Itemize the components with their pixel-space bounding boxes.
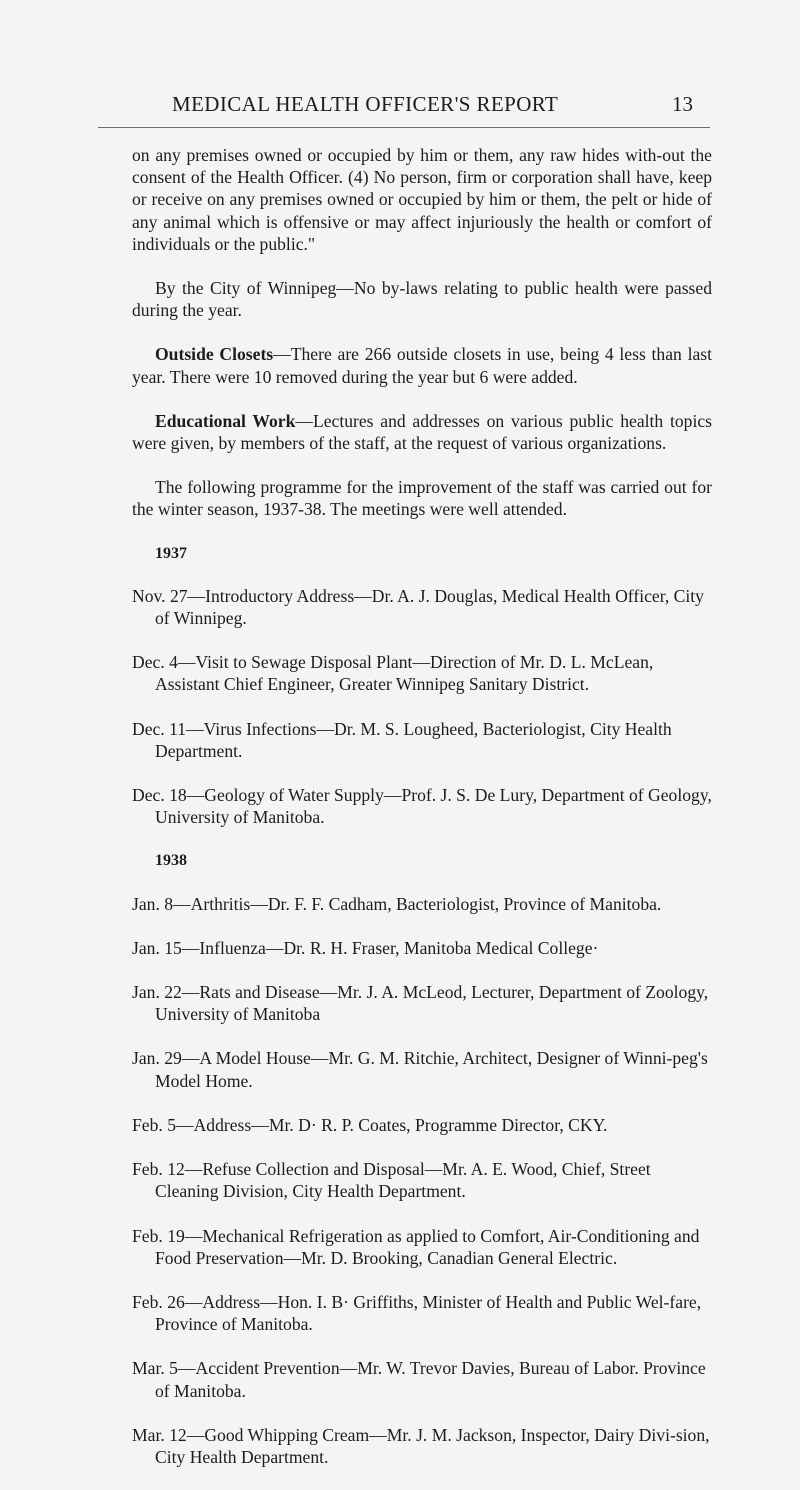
programme-entry: Nov. 27—Introductory Address—Dr. A. J. Douglas, Medical Health Officer, City of Winnipeg. xyxy=(132,585,704,629)
body-text xyxy=(132,144,712,1490)
programme-entry: Jan. 29—A Model House—Mr. G. M. Ritchie, Architect, Designer of Winni-peg's Model Home. xyxy=(132,1048,708,1091)
page-header xyxy=(0,92,800,122)
paragraph-hides-clause: on any premises owned or occupied by him or them, any raw hides with-out the consent of the Health Officer. (4) No person, firm or corporation shall have, keep or receive on any premises owned or occupied by him or them, the pelt or hide of any animal which is offensive or may affect injuriously the health or comfort of individuals or the public." xyxy=(132,145,712,254)
programme-entry: Dec. 4—Visit to Sewage Disposal Plant—Direction of Mr. D. L. McLean, Assistant Chief Engineer, Greater Winnipeg Sanitary District. xyxy=(132,652,654,695)
programme-entry: Dec. 11—Virus Infections—Dr. M. S. Lougheed, Bacteriologist, City Health Department. xyxy=(132,718,672,761)
programme-entry: Mar. 12—Good Whipping Cream—Mr. J. M. Jackson, Inspector, Dairy Divi-sion, City Health Department. xyxy=(132,1424,710,1467)
paragraph-bylaws: By the City of Winnipeg—No by-laws relating to public health were passed during the year. xyxy=(132,278,712,321)
paragraph-body: —There are 266 outside closets in use, being 4 less than last year. There were 10 removed during the year but 6 were added. xyxy=(132,344,713,387)
programme-entry: Dec. 18—Geology of Water Supply—Prof. J. S. De Lury, Department of Geology, University of Manitoba. xyxy=(132,785,712,828)
run-in-heading: Educational Work xyxy=(155,410,296,431)
programme-entry: Jan. 8—Arthritis—Dr. F. F. Cadham, Bacteriologist, Province of Manitoba. xyxy=(132,893,662,914)
programme-entry: Feb. 19—Mechanical Refrigeration as applied to Comfort, Air-Conditioning and Food Preservation—Mr. D. Brooking, Canadian General Electric. xyxy=(132,1225,700,1268)
programme-entry: Mar. 5—Accident Prevention—Mr. W. Trevor Davies, Bureau of Labor. Province of Manitoba. xyxy=(132,1358,706,1401)
year-heading: 1937 xyxy=(155,544,187,562)
programme-entry: Feb. 26—Address—Hon. I. B· Griffiths, Minister of Health and Public Wel-fare, Province of Manitoba. xyxy=(132,1291,702,1335)
programme-entry: Feb. 12—Refuse Collection and Disposal—Mr. A. E. Wood, Chief, Street Cleaning Division, City Health Department. xyxy=(132,1159,651,1202)
programme-year-1938 xyxy=(132,850,712,1468)
page-number: 13 xyxy=(672,92,693,116)
year-heading: 1938 xyxy=(155,852,187,870)
paragraph-outside-closets xyxy=(132,343,712,387)
header-rule xyxy=(98,127,710,128)
programme-entry: Feb. 5—Address—Mr. D· R. P. Coates, Programme Director, CKY. xyxy=(132,1114,608,1135)
paragraph-body: —Lectures and addresses on various public health topics were given, by members of the staff, at the request of various organizations. xyxy=(132,410,712,454)
paragraph-educational-work xyxy=(132,410,712,454)
programme-entry: Jan. 15—Influenza—Dr. R. H. Fraser, Manitoba Medical College· xyxy=(132,937,599,958)
run-in-heading: Outside Closets xyxy=(155,344,274,365)
programme-year-1937 xyxy=(132,543,712,829)
running-title: MEDICAL HEALTH OFFICER'S REPORT xyxy=(172,92,559,116)
paragraph-programme-intro: The following programme for the improvement of the staff was carried out for the winter season, 1937-38. The meetings were well attended. xyxy=(132,477,712,520)
programme-entry: Jan. 22—Rats and Disease—Mr. J. A. McLeod, Lecturer, Department of Zoology, University of Manitoba xyxy=(132,982,709,1025)
